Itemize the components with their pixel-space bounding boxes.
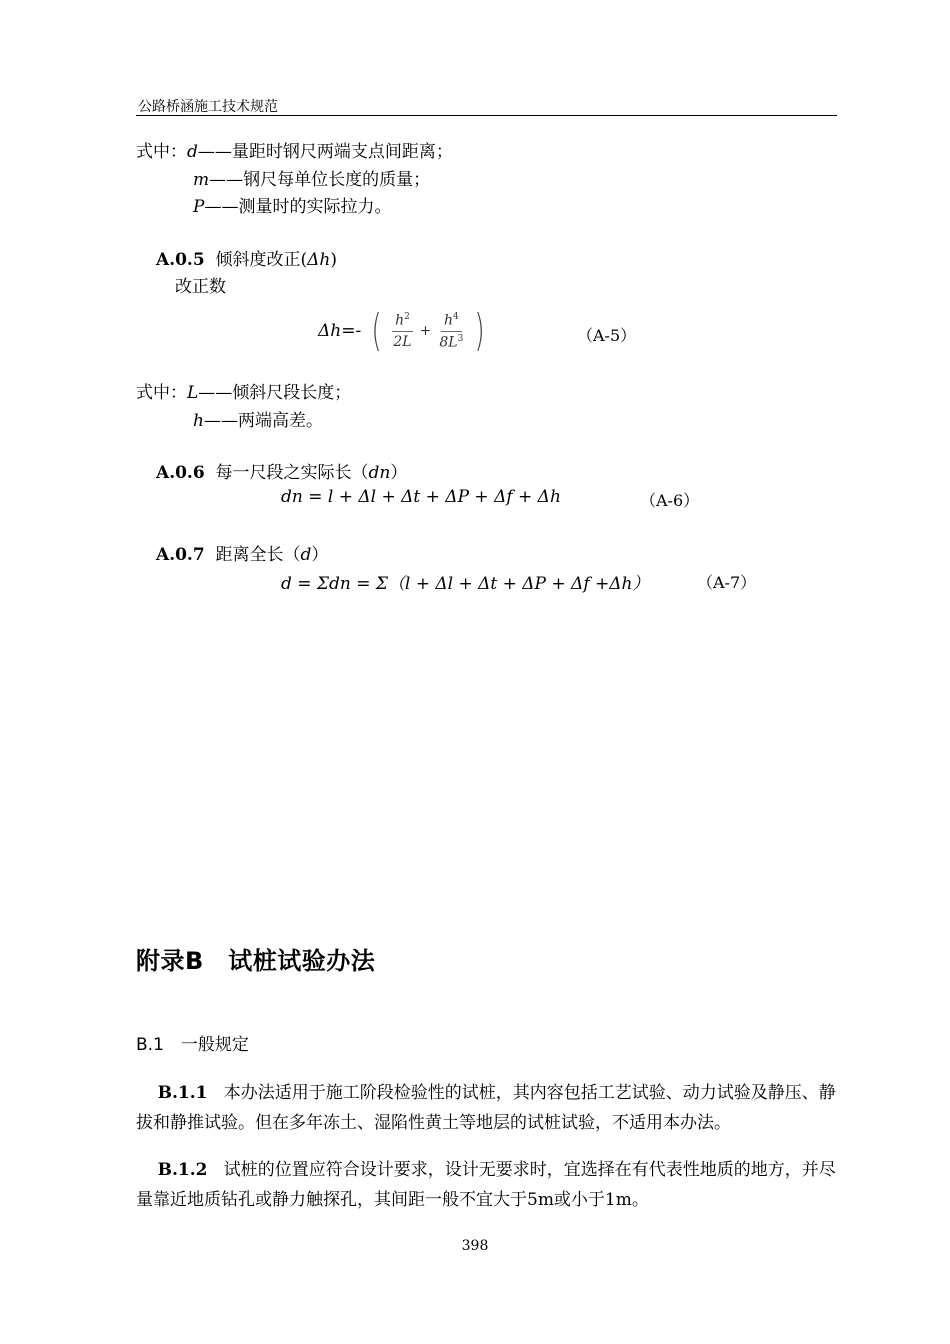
clause-number: B.1.1 (157, 1083, 208, 1103)
formula-a6: dn = l + Δl + Δt + ΔP + Δf + Δh (281, 487, 561, 507)
symbol-m: m (193, 170, 210, 190)
symbol-L: L (187, 383, 199, 403)
appendix-title: 附录B 试桩试验办法 (136, 947, 376, 975)
fraction-2 (436, 312, 466, 350)
fraction-2-denominator (436, 332, 466, 351)
page-number: 398 (461, 1238, 489, 1254)
running-header: 公路桥涵施工技术规范 (138, 99, 278, 115)
where-l-line (136, 378, 351, 403)
equation-number-a6: （A-6） (640, 491, 700, 510)
clause-title-close: ） (390, 463, 408, 483)
frac1-den: 2L (393, 333, 412, 350)
clause-b11-text: 本办法适用于施工阶段检验性的试桩，其内容包括工艺试验、动力试验及静压、静拔和静推试验。但在多年冻土、湿陷性黄土等地层的试桩试验，不适用本办法。 (136, 1083, 836, 1133)
symbol-p: P (193, 197, 205, 217)
clause-title-symbol: Δh (307, 250, 331, 270)
frac1-num-exp: 2 (404, 312, 410, 323)
fraction-2-numerator (441, 312, 462, 332)
clause-title-close: ) (330, 250, 338, 270)
formula-a5 (318, 305, 491, 357)
clause-title: 每一尺段之实际长（ (215, 463, 369, 483)
clause-a05-subtitle: 改正数 (175, 277, 226, 297)
where-d-line (136, 137, 453, 162)
clause-number: A.0.5 (156, 250, 205, 270)
equation-number-a7: （A-7） (697, 573, 757, 592)
clause-number: B.1.2 (157, 1160, 208, 1180)
desc-p: ——测量时的实际拉力。 (204, 197, 392, 217)
fraction-1-numerator (392, 312, 413, 332)
formula-a5-lhs: Δh=- (318, 321, 362, 341)
frac2-num-exp: 4 (452, 311, 459, 322)
where-p-line (193, 192, 391, 217)
frac1-num-var: h (395, 312, 405, 329)
clause-b12 (136, 1155, 836, 1215)
clause-title-close: ） (311, 545, 329, 565)
clause-b12-text: 试桩的位置应符合设计要求，设计无要求时，宜选择在有代表性地质的地方，并尽量靠近地质钻孔或静力触探孔，其间距一般不宜大于5m或小于1m。 (136, 1160, 836, 1210)
clause-b11 (136, 1078, 836, 1138)
clause-a05-heading (156, 245, 337, 270)
right-paren: ) (474, 305, 486, 356)
equation-number-a5: （A-5） (577, 326, 637, 345)
clause-number: A.0.6 (156, 463, 205, 483)
where-prefix: 式中： (136, 142, 187, 162)
symbol-h: h (193, 411, 204, 431)
clause-title: 距离全长（ (215, 545, 301, 565)
where-h-line (193, 406, 323, 431)
header-rule (136, 115, 837, 116)
clause-number: A.0.7 (156, 545, 205, 565)
desc-d: ——量距时钢尺两端支点间距离； (197, 142, 453, 162)
left-paren: ( (371, 305, 382, 356)
desc-L: ——倾斜尺段长度； (198, 383, 352, 403)
fraction-1-denominator (390, 332, 414, 350)
clause-title: 倾斜度改正( (215, 250, 308, 270)
where-prefix: 式中： (136, 383, 187, 403)
formula-a7: d = Σdn = Σ（l + Δl + Δt + ΔP + Δf +Δh） (281, 574, 650, 594)
desc-m: ——钢尺每单位长度的质量； (209, 170, 431, 190)
frac2-den: 8L (439, 334, 458, 351)
frac2-num-var: h (443, 312, 453, 329)
where-m-line (193, 165, 430, 190)
symbol-d: d (187, 142, 198, 162)
section-b1-title: B.1 一般规定 (136, 1035, 249, 1055)
clause-title-symbol: dn (368, 463, 391, 483)
clause-a07-heading (156, 540, 328, 565)
clause-title-symbol: d (300, 545, 312, 565)
clause-a06-heading (156, 458, 407, 483)
fraction-1 (390, 312, 414, 350)
frac2-den-exp: 3 (457, 333, 464, 344)
desc-h: ——两端高差。 (203, 411, 323, 431)
plus-sign: + (419, 323, 432, 339)
